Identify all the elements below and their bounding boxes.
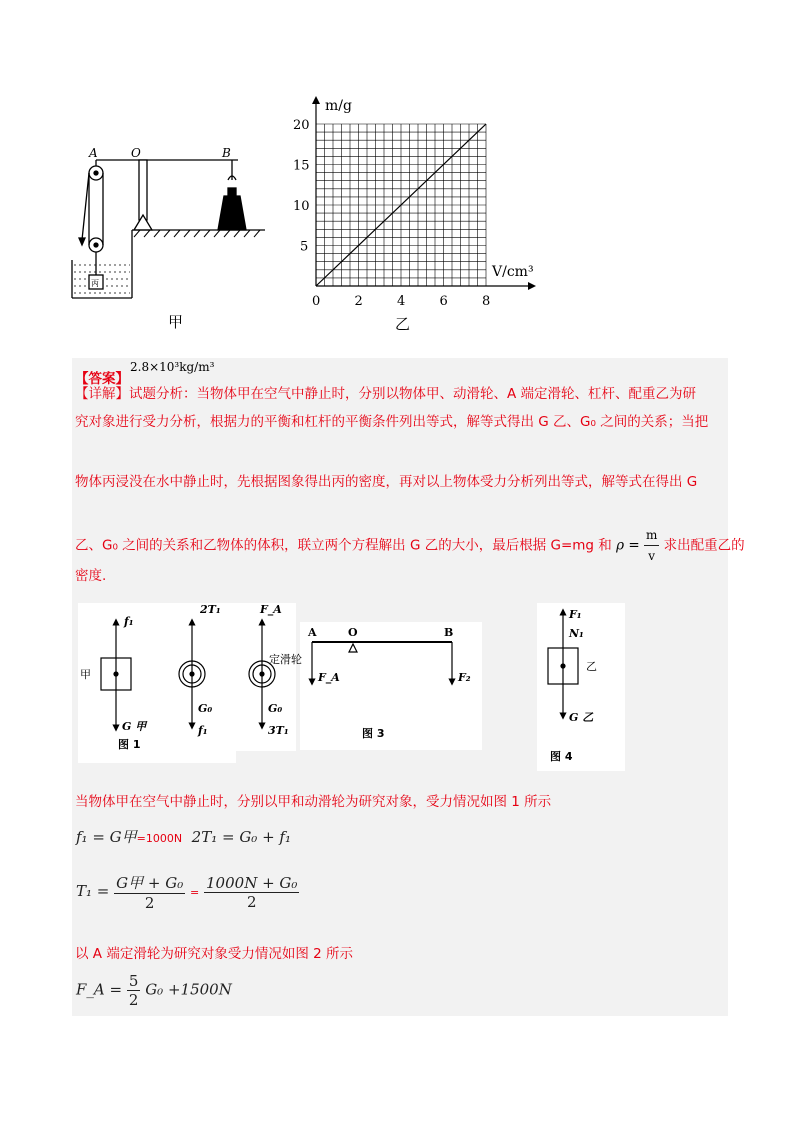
lever-label-b: B: [222, 146, 231, 160]
figure-label-jia: 甲: [168, 313, 184, 331]
x-tick-label: 2: [354, 294, 363, 309]
fig3-o: O: [348, 626, 358, 639]
eq3-num: G甲 + G₀: [116, 874, 184, 892]
fig2-fa: F_A: [260, 603, 282, 616]
eq3-fraction-1: [114, 872, 185, 912]
density-den: v: [648, 549, 656, 563]
fig4-f1: F₁: [569, 608, 582, 621]
answer-tag: 【答案】: [75, 371, 129, 387]
y-tick-label: 10: [293, 199, 310, 214]
eq3-lhs: T₁ =: [76, 882, 110, 900]
fig1-f1: f₁: [124, 615, 134, 628]
box-label: 丙: [91, 279, 99, 288]
fig1-g-jia: G 甲: [122, 720, 147, 733]
x-tick-label: 0: [312, 294, 321, 309]
eq3-num2: 1000N + G₀: [206, 873, 298, 892]
eq3-equals: =: [190, 886, 200, 899]
eq3-fraction-2: [204, 874, 299, 911]
answer-value: 2.8×10³kg/m³: [130, 360, 215, 374]
eq4-den: 2: [128, 991, 139, 1009]
eq4-lhs: F_A =: [76, 980, 123, 999]
eq4-fraction: [127, 972, 141, 1009]
lever-label-o: O: [131, 146, 141, 160]
fig3-label: 图 3: [362, 727, 385, 740]
equation-3: [76, 872, 299, 912]
y-tick-label: 20: [293, 118, 310, 133]
eq3-den2: 2: [246, 892, 257, 911]
x-axis-label: V/cm³: [492, 264, 534, 280]
fig3-fa: F_A: [318, 671, 340, 684]
eq3-den: 2: [144, 894, 155, 912]
fig1-g0: G₀: [198, 702, 213, 715]
fig4-g-yi: G 乙: [569, 711, 594, 724]
detail-line-3: 物体丙浸没在水中静止时，先根据图象得出丙的密度，再对以上物体受力分析列出等式，解等式在得出 G: [75, 474, 698, 490]
detail-text-4a: 乙、G₀ 之间的关系和乙物体的体积，联立两个方程解出 G 乙的大小，最后根据 G=mg 和: [75, 537, 612, 554]
lever-label-a: A: [89, 146, 98, 160]
detail-text-1: 试题分析：当物体甲在空气中静止时，分别以物体甲、动滑轮、A 端定滑轮、杠杆、配重乙为研: [129, 386, 697, 402]
fig4-yi: 乙: [586, 660, 597, 673]
density-num: m: [644, 525, 659, 546]
eq1-value: =1000N: [136, 832, 183, 845]
fig1-jia: 甲: [80, 668, 91, 681]
detail-line-2: 究对象进行受力分析，根据力的平衡和杠杆的平衡条件列出等式，解等式得出 G 乙、G₀ 之间的关系；当把: [75, 414, 709, 430]
fig2-g0: G₀: [268, 702, 283, 715]
figure-label-yi: 乙: [395, 315, 411, 333]
x-tick-label: 8: [482, 294, 491, 309]
x-tick-label: 6: [439, 294, 448, 309]
fig1-2t1: 2T₁: [200, 603, 221, 616]
eq4-num: 5: [128, 972, 139, 990]
eq1-text: f₁ = G甲: [76, 828, 137, 846]
fig3-b: B: [444, 626, 454, 639]
fig1-label: 图 1: [118, 738, 141, 751]
fig4-label: 图 4: [550, 750, 573, 763]
detail-tag: 【详解】: [75, 386, 129, 402]
y-tick-label: 15: [293, 158, 310, 174]
equation-4: [76, 972, 232, 1009]
eq4-rest: G₀ +1500N: [145, 980, 232, 999]
fig2-3t1: 3T₁: [268, 724, 289, 737]
y-axis-label: m/g: [325, 98, 352, 114]
fig2-label: 定滑轮: [269, 653, 302, 666]
y-tick-label: 5: [300, 239, 309, 255]
fig3-a: A: [308, 626, 317, 639]
equation-1: [76, 826, 291, 847]
eq2-text: 2T₁ = G₀ + f₁: [191, 828, 291, 846]
fig1-f1b: f₁: [198, 724, 208, 737]
analysis-line-1: 当物体甲在空气中静止时，分别以甲和动滑轮为研究对象，受力情况如图 1 所示: [75, 794, 552, 810]
rho-symbol: ρ =: [616, 537, 640, 554]
fig3-f2: F₂: [458, 671, 471, 684]
detail-line-5: 密度.: [75, 568, 107, 584]
x-tick-label: 4: [397, 294, 406, 309]
detail-text-4b: 求出配重乙的: [663, 537, 745, 554]
fig4-n1: N₁: [569, 627, 584, 640]
analysis-line-2: 以 A 端定滑轮为研究对象受力情况如图 2 所示: [75, 946, 353, 962]
